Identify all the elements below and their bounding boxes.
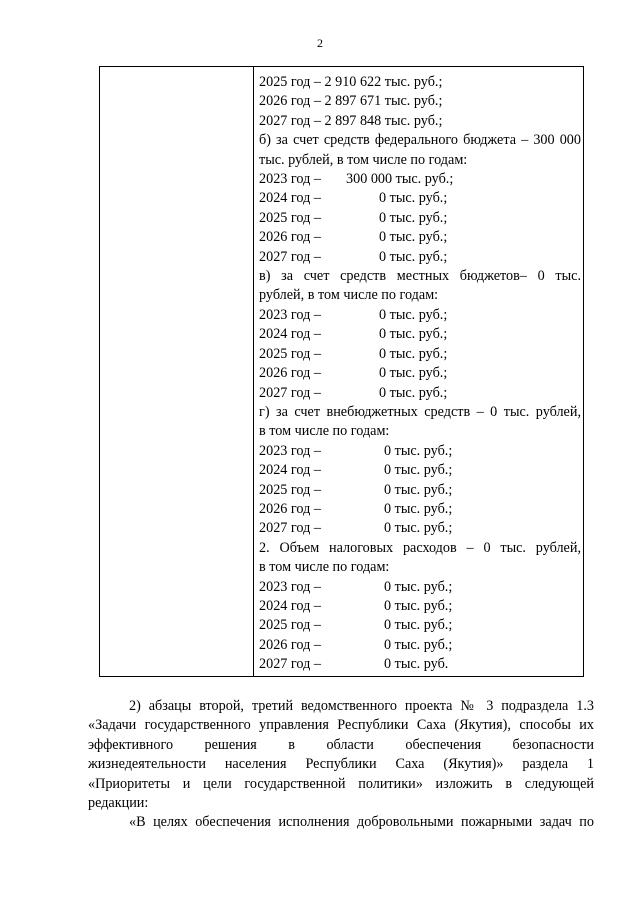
year-label: 2027 год –	[259, 384, 321, 401]
year-label: 2027 год –	[259, 248, 321, 265]
year-label: 2024 год –	[259, 462, 321, 479]
table-line	[259, 616, 581, 635]
table-line	[259, 364, 581, 383]
year-label: 2024 год –	[259, 326, 321, 343]
table-line: 2027 год – 2 897 848 тыс. руб.;	[259, 112, 443, 129]
year-label: 2026 год –	[259, 636, 321, 653]
table-line	[259, 442, 581, 461]
table-line	[259, 500, 581, 519]
table-line	[259, 636, 581, 655]
table-line: тыс. рублей, в том числе по годам:	[259, 151, 468, 168]
amount-value: 0 тыс. руб.;	[379, 209, 448, 226]
year-label: 2027 год –	[259, 656, 321, 673]
table-line	[259, 345, 581, 364]
year-label: 2027 год –	[259, 520, 321, 537]
table-line	[259, 248, 581, 267]
amount-value: 0 тыс. руб.	[384, 656, 449, 673]
amount-value: 0 тыс. руб.;	[384, 481, 453, 498]
amount-value: 0 тыс. руб.;	[384, 636, 453, 653]
year-label: 2025 год –	[259, 209, 321, 226]
amount-value: 0 тыс. руб.;	[379, 384, 448, 401]
year-label: 2024 год –	[259, 597, 321, 614]
budget-table	[99, 66, 584, 677]
table-line: б) за счет средств федерального бюджета – 300 000	[259, 132, 581, 149]
amount-value: 0 тыс. руб.;	[384, 442, 453, 459]
amount-value: 0 тыс. руб.;	[379, 326, 448, 343]
amount-value: 0 тыс. руб.;	[379, 248, 448, 265]
table-line	[259, 519, 581, 538]
table-line	[259, 461, 581, 480]
table-line: в том числе по годам:	[259, 423, 390, 440]
table-line	[259, 655, 581, 674]
amount-value: 0 тыс. руб.;	[384, 617, 453, 634]
year-label: 2025 год –	[259, 345, 321, 362]
amount-value: 0 тыс. руб.;	[384, 520, 453, 537]
table-line: 2026 год – 2 897 671 тыс. руб.;	[259, 93, 443, 110]
table-line	[259, 170, 581, 189]
body-line: 2) абзацы второй, третий ведомственного проекта № 3 подраздела 1.3	[129, 698, 594, 714]
body-line: «Приоритеты и цели государственной политики» изложить в следующей	[88, 775, 594, 792]
year-label: 2026 год –	[259, 500, 321, 517]
year-label: 2023 год –	[259, 578, 321, 595]
year-label: 2025 год –	[259, 481, 321, 498]
table-line	[259, 209, 581, 228]
body-line: редакции:	[88, 795, 149, 812]
amount-value: 0 тыс. руб.;	[384, 597, 453, 614]
amount-value: 300 000 тыс. руб.;	[346, 171, 454, 188]
body-line: эффективного решения в области обеспечения безопасности	[88, 736, 594, 753]
table-line: 2. Объем налоговых расходов – 0 тыс. рублей,	[259, 539, 581, 556]
table-line	[259, 597, 581, 616]
table-line	[259, 306, 581, 325]
table-line: 2025 год – 2 910 622 тыс. руб.;	[259, 74, 443, 90]
table-left-cell	[100, 67, 254, 676]
year-label: 2026 год –	[259, 229, 321, 246]
body-line: «Задачи государственного управления Республики Саха (Якутия), способы их	[88, 717, 594, 734]
amount-value: 0 тыс. руб.;	[379, 229, 448, 246]
year-label: 2025 год –	[259, 617, 321, 634]
table-line	[259, 189, 581, 208]
amount-value: 0 тыс. руб.;	[379, 365, 448, 382]
body-line: «В целях обеспечения исполнения добровольными пожарными задач по	[129, 814, 594, 831]
amount-value: 0 тыс. руб.;	[384, 462, 453, 479]
table-line: рублей, в том числе по годам:	[259, 287, 439, 304]
table-line: в том числе по годам:	[259, 559, 390, 576]
amount-value: 0 тыс. руб.;	[384, 578, 453, 595]
amount-value: 0 тыс. руб.;	[379, 345, 448, 362]
table-line: в) за счет средств местных бюджетов– 0 тыс.	[259, 268, 581, 285]
year-label: 2023 год –	[259, 306, 321, 323]
year-label: 2024 год –	[259, 190, 321, 207]
amount-value: 0 тыс. руб.;	[379, 190, 448, 207]
table-line: г) за счет внебюджетных средств – 0 тыс. рублей,	[259, 403, 581, 420]
table-line	[259, 578, 581, 597]
page-number: 2	[317, 36, 323, 50]
year-label: 2023 год –	[259, 442, 321, 459]
table-line	[259, 384, 581, 403]
year-label: 2023 год –	[259, 171, 321, 188]
table-right-cell	[259, 73, 581, 675]
body-text	[88, 697, 594, 833]
table-line	[259, 481, 581, 500]
amount-value: 0 тыс. руб.;	[379, 306, 448, 323]
table-line	[259, 325, 581, 344]
body-line: жизнедеятельности населения Республики Саха (Якутия)» раздела 1	[88, 756, 594, 773]
year-label: 2026 год –	[259, 365, 321, 382]
amount-value: 0 тыс. руб.;	[384, 500, 453, 517]
table-line	[259, 228, 581, 247]
